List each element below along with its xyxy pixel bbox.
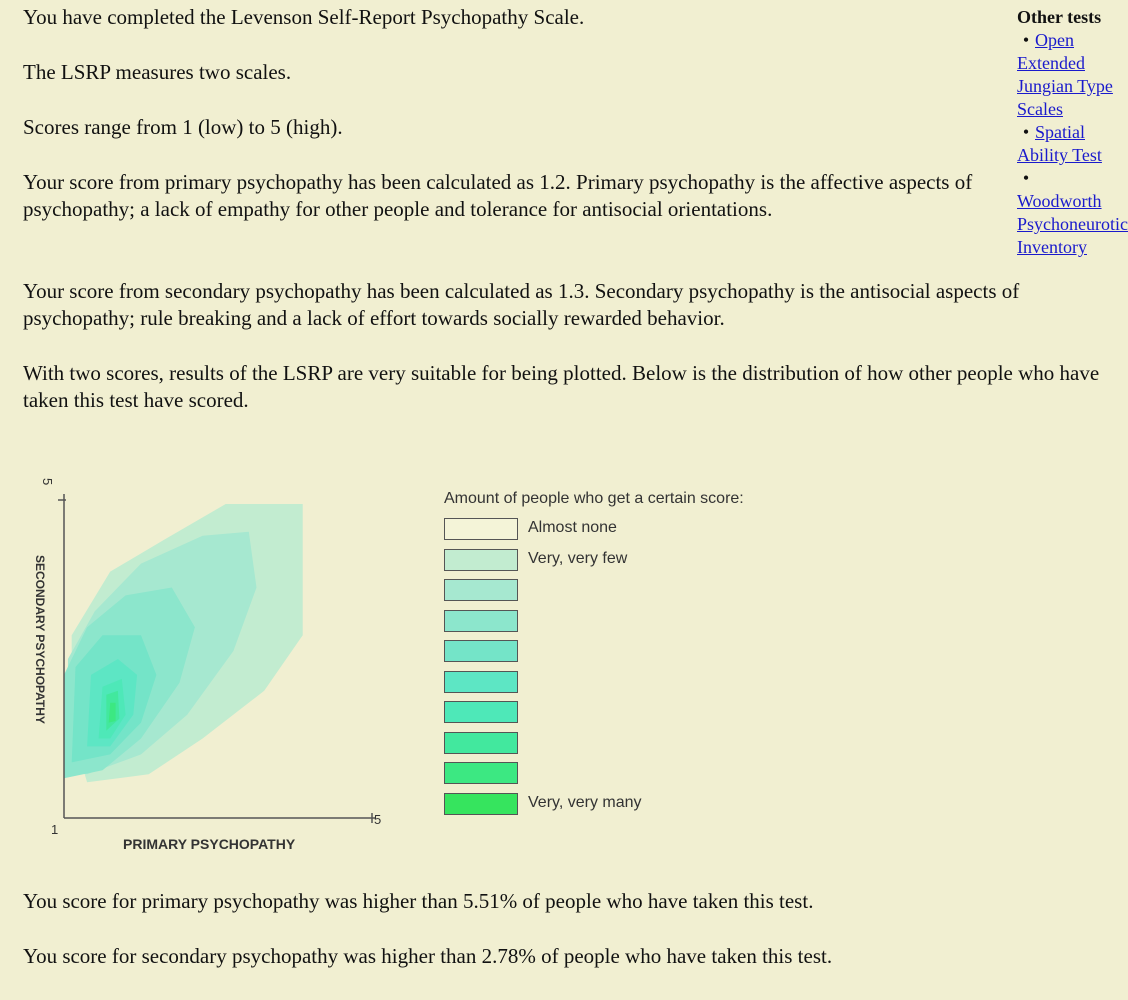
legend-swatch [444,762,518,784]
other-test-item [1017,121,1113,167]
legend-row [444,518,744,549]
legend-row [444,610,744,641]
link-text-line: Spatial [1035,122,1085,142]
legend-label: Almost none [528,519,617,536]
primary-score-text: Your score from primary psychopathy has been calculated as 1.2. Primary psychopathy is the affective aspects of psychopathy; a lack of empathy for other people and tolerance for antisocial orientations. [23,170,973,221]
link-text-line: Open [1035,30,1074,50]
bullet-icon: • [1022,168,1030,188]
legend-row [444,793,744,824]
link-text-line: Psychoneurotic [1017,214,1128,234]
x-max-tick-label: 5 [374,812,382,827]
y-max-tick-label: 5 [40,478,55,486]
heatmap-legend [444,490,744,823]
legend-swatch [444,640,518,662]
other-tests-title: Other tests [1017,7,1102,27]
legend-swatch [444,610,518,632]
other-tests-sidebar [1017,6,1128,259]
legend-rows [444,518,744,823]
link-text-line: Scales [1017,99,1063,119]
primary-percentile-text: You score for primary psychopathy was higher than 5.51% of people who have taken this test. [23,889,814,913]
origin-tick-label: 1 [51,822,59,837]
legend-swatch [444,701,518,723]
legend-swatch [444,579,518,601]
legend-title: Amount of people who get a certain score: [444,490,744,507]
bullet-icon: • [1022,30,1030,50]
legend-row [444,762,744,793]
link-text-line: Woodworth [1017,191,1102,211]
scales-intro: The LSRP measures two scales. [23,60,292,84]
x-axis-label: PRIMARY PSYCHOPATHY [123,836,296,852]
link-text-line: Extended [1017,53,1085,73]
secondary-percentile-text: You score for secondary psychopathy was higher than 2.78% of people who have taken this test. [23,944,833,968]
completion-message: You have completed the Levenson Self-Report Psychopathy Scale. [23,5,585,29]
distribution-intro: With two scores, results of the LSRP are very suitable for being plotted. Below is the distribution of how other people who have taken this test have scored. [23,361,1100,412]
legend-swatch [444,793,518,815]
legend-label: Very, very many [528,793,642,811]
bullet-icon: • [1022,122,1030,142]
link-text-line: Inventory [1017,237,1087,257]
legend-label: Very, very few [528,549,628,567]
legend-swatch [444,671,518,693]
legend-row [444,701,744,732]
link-text-line: Jungian Type [1017,76,1113,96]
legend-row [444,640,744,671]
secondary-score-text: Your score from secondary psychopathy has been calculated as 1.3. Secondary psychopathy is the antisocial aspects of psychopathy; rule breaking and a lack of effort towards socially rewarded behavior. [23,279,1020,330]
link-text-line: Ability Test [1017,145,1102,165]
other-tests-list [1017,29,1128,259]
y-axis-label: SECONDARY PSYCHOPATHY [33,555,47,724]
legend-swatch [444,732,518,754]
heatmap-regions [64,504,303,782]
legend-row [444,549,744,580]
link-woodworth-psychoneurotic-inventory[interactable] [1017,191,1128,259]
other-test-item [1017,167,1128,259]
legend-row [444,671,744,702]
legend-row [444,732,744,763]
other-test-item [1017,29,1113,121]
score-range: Scores range from 1 (low) to 5 (high). [23,115,343,139]
legend-swatch [444,518,518,540]
legend-swatch [444,549,518,571]
legend-row [444,579,744,610]
distribution-heatmap [36,470,396,840]
